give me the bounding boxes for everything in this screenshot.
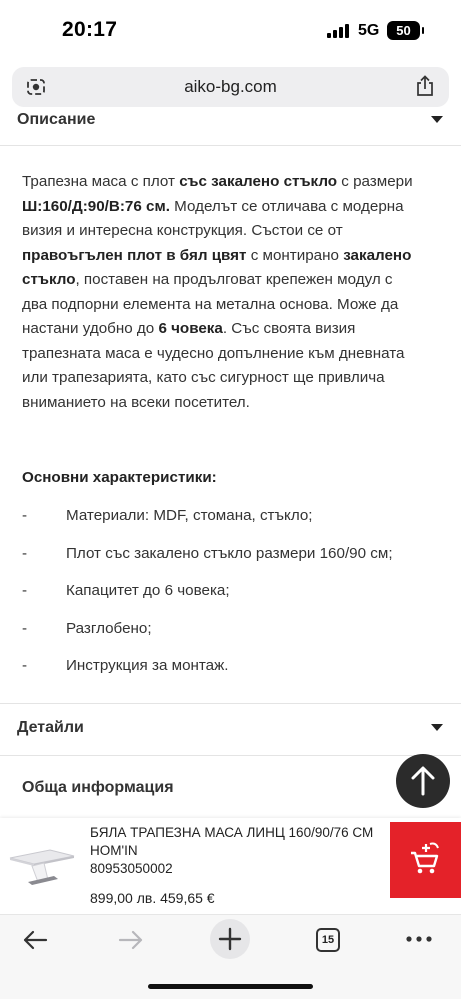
share-icon[interactable] [415, 75, 435, 97]
description-segment: визия и интересна конструкция. Състои се от [22, 222, 343, 239]
accordion-description[interactable] [0, 110, 461, 144]
description-segment: трапезната маса е чудесно допълнение към дневната [22, 344, 405, 362]
description-segment: с размери [337, 173, 413, 190]
description-line [22, 219, 432, 244]
description-segment: с монтирано [246, 246, 344, 264]
features-title: Основни характеристики: [22, 469, 217, 486]
bullet-dash: - [22, 507, 28, 524]
description-segment: стъкло [22, 271, 76, 288]
accordion-general-info[interactable] [0, 756, 461, 812]
description-segment: 6 човека [158, 320, 223, 337]
product-price: 899,00 лв. 459,65 € [90, 890, 215, 906]
accordion-details[interactable] [0, 704, 461, 754]
product-description [22, 170, 432, 415]
accordion-description-title: Описание [17, 111, 96, 128]
add-to-cart-button[interactable] [390, 822, 461, 898]
description-line [22, 391, 432, 416]
bullet-dash: - [22, 544, 28, 562]
description-line [22, 268, 432, 293]
chevron-down-icon [431, 724, 443, 731]
arrow-up-icon [396, 754, 450, 808]
description-segment: вниманието на всеки посетител. [22, 393, 250, 411]
description-segment: настани удобно до [22, 320, 159, 337]
more-icon[interactable] [404, 927, 434, 951]
accordion-details-title: Детайли [17, 719, 84, 736]
add-to-cart-icon [390, 822, 461, 898]
description-line [22, 244, 432, 269]
sticky-product-bar [0, 818, 461, 914]
description-line [22, 366, 432, 391]
description-segment: със закалено стъкло [179, 173, 338, 190]
new-tab-plus-icon [210, 919, 250, 959]
description-line [22, 342, 432, 367]
status-time: 20:17 [62, 18, 118, 41]
bullet-dash: - [22, 582, 28, 599]
description-line [22, 170, 432, 195]
product-title[interactable]: БЯЛА ТРАПЕЗНА МАСА ЛИНЦ 160/90/76 СМ HOM'IN 80953050002 [90, 825, 374, 876]
description-line [22, 293, 432, 318]
home-indicator [148, 984, 313, 989]
description-line [22, 317, 432, 342]
back-arrow-icon[interactable] [20, 925, 50, 955]
description-segment: два подпорни елемента на метална основа. Може да [22, 295, 399, 313]
bullet-dash: - [22, 657, 28, 674]
description-segment: Трапезна маса с плот [22, 173, 180, 190]
description-segment: Моделът се отличава с модерна [169, 197, 404, 215]
feature-text: Капацитет до 6 човека; [66, 582, 230, 599]
bullet-dash: - [22, 619, 28, 637]
accordion-general-info-title: Обща информация [22, 779, 174, 796]
description-segment: или трапезарията, като със сигурност ще привлича [22, 369, 385, 386]
product-sku: 80953050002 [90, 861, 173, 876]
description-segment: правоъгълен плот в бял цвят [22, 246, 247, 264]
feature-text: Плот със закалено стъкло размери 160/90 см; [66, 544, 393, 562]
new-tab-button[interactable] [210, 919, 250, 959]
scroll-to-top-button[interactable] [396, 754, 450, 808]
tabs-icon[interactable]: 15 [316, 928, 340, 952]
feature-text: Инструкция за монтаж. [66, 657, 229, 674]
description-segment: закалено [343, 246, 412, 264]
description-line [22, 195, 432, 220]
feature-text: Разглобено; [66, 619, 152, 637]
forward-arrow-icon[interactable] [116, 925, 146, 955]
status-bar [0, 0, 461, 62]
signal-icon [327, 24, 351, 38]
divider [0, 145, 461, 146]
battery-icon: 50 [387, 21, 420, 40]
address-bar[interactable] [12, 67, 449, 107]
feature-text: Материали: MDF, стомана, стъкло; [66, 507, 313, 524]
chevron-down-icon [431, 116, 443, 123]
description-segment: Ш:160/Д:90/В:76 см. [22, 197, 170, 215]
network-label: 5G [358, 22, 380, 39]
url-domain[interactable]: aiko-bg.com [184, 77, 277, 96]
description-segment: , поставен на продълговат крепежен модул с [75, 271, 393, 288]
description-segment: . Със своята визия [222, 320, 356, 337]
product-thumbnail [8, 842, 76, 886]
